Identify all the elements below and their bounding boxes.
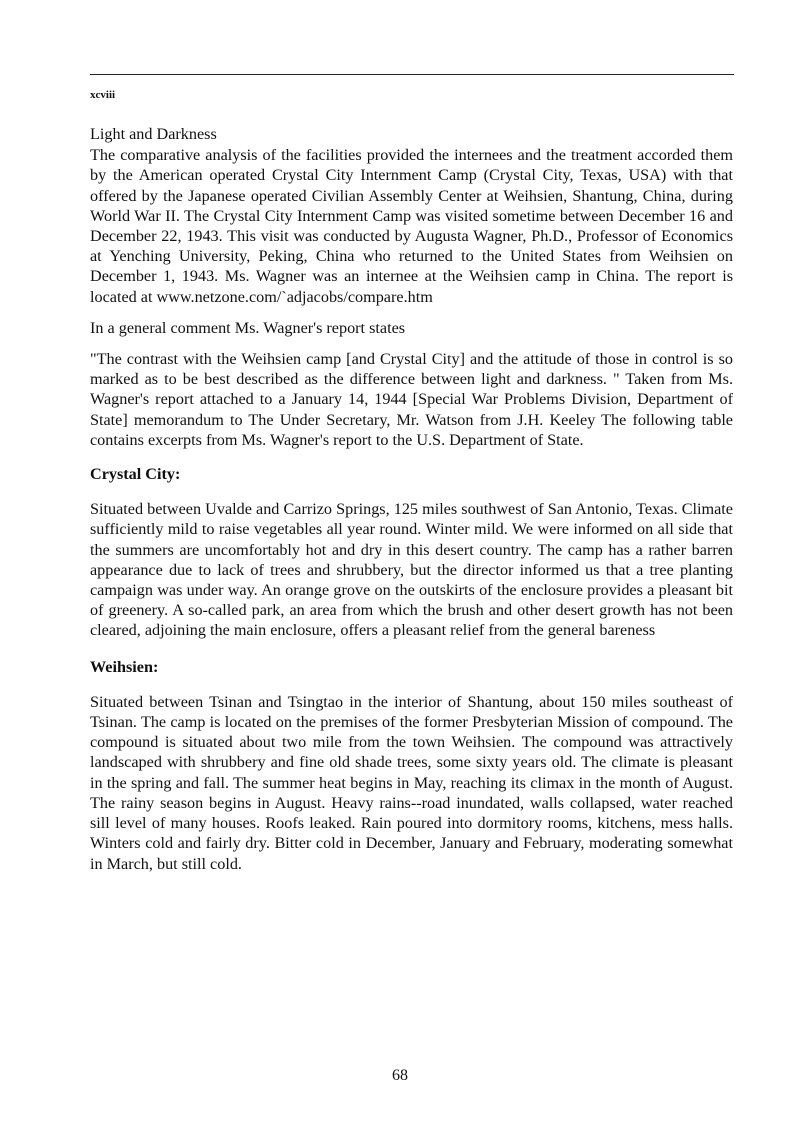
- intro-paragraph: The comparative analysis of the facilities provided the internees and the treatment accorded them by the American operated Crystal City Internment Camp (Crystal City, Texas, USA) with that offered by the Japanese operated Civilian Assembly Center at Weihsien, Shantung, China, during World War II. The Crystal City Internment Camp was visited sometime between December 16 and December 22, 1943. This visit was conducted by Augusta Wagner, Ph.D., Professor of Economics at Yenching University, Peking, China who returned to the United States from Weihsien on December 1, 1943. Ms. Wagner was an internee at the Weihsien camp in China. The report is located at www.netzone.com/`adjacobs/compare.htm: [90, 146, 733, 306]
- report-quote: "The contrast with the Weihsien camp [and Crystal City] and the attitude of those in control is so marked as to be best described as the difference between light and darkness. " Taken from Ms. Wagner's report attached to a January 14, 1944 [Special War Problems Division, Department of State] memorandum to The Under Secretary, Mr. Watson from J.H. Keeley The following table contains excerpts from Ms. Wagner's report to the U.S. Department of State.: [90, 350, 733, 449]
- header-rule: [90, 74, 734, 75]
- crystal-city-text: Situated between Uvalde and Carrizo Springs, 125 miles southwest of San Antonio, Texas. Climate sufficiently mild to raise vegetables all year round. Winter mild. We were informed on all side that the summers are uncomfortably hot and dry in this desert country. The camp has a rather barren appearance due to lack of trees and shrubbery, but the director informed us that a tree planting campaign was under way. An orange grove on the outskirts of the enclosure provides a pleasant bit of greenery. A so-called park, an area from which the brush and other desert growth has not been cleared, adjoining the main enclosure, offers a pleasant relief from the general bareness: [90, 500, 733, 640]
- page-roman-numeral: xcviii: [90, 89, 116, 101]
- page-body: [90, 124, 733, 874]
- page-number: 68: [392, 1067, 408, 1084]
- comment-intro: In a general comment Ms. Wagner's report states: [90, 318, 406, 337]
- crystal-city-heading: Crystal City:: [90, 465, 181, 484]
- weihsien-heading: Weihsien:: [90, 657, 159, 676]
- section-title: Light and Darkness: [90, 125, 217, 143]
- weihsien-text: Situated between Tsinan and Tsingtao in the interior of Shantung, about 150 miles southeast of Tsinan. The camp is located on the premises of the former Presbyterian Mission of compound. The compound is situated about two mile from the town Weihsien. The compound was attractively landscaped with shrubbery and fine old shade trees, some sixty years old. The climate is pleasant in the spring and fall. The summer heat begins in May, reaching its climax in the month of August. The rainy season begins in August. Heavy rains--road inundated, walls collapsed, water reached sill level of many houses. Roofs leaked. Rain poured into dormitory rooms, kitchens, mess halls. Winters cold and fairly dry. Bitter cold in December, January and February, moderating somewhat in March, but still cold.: [90, 692, 733, 873]
